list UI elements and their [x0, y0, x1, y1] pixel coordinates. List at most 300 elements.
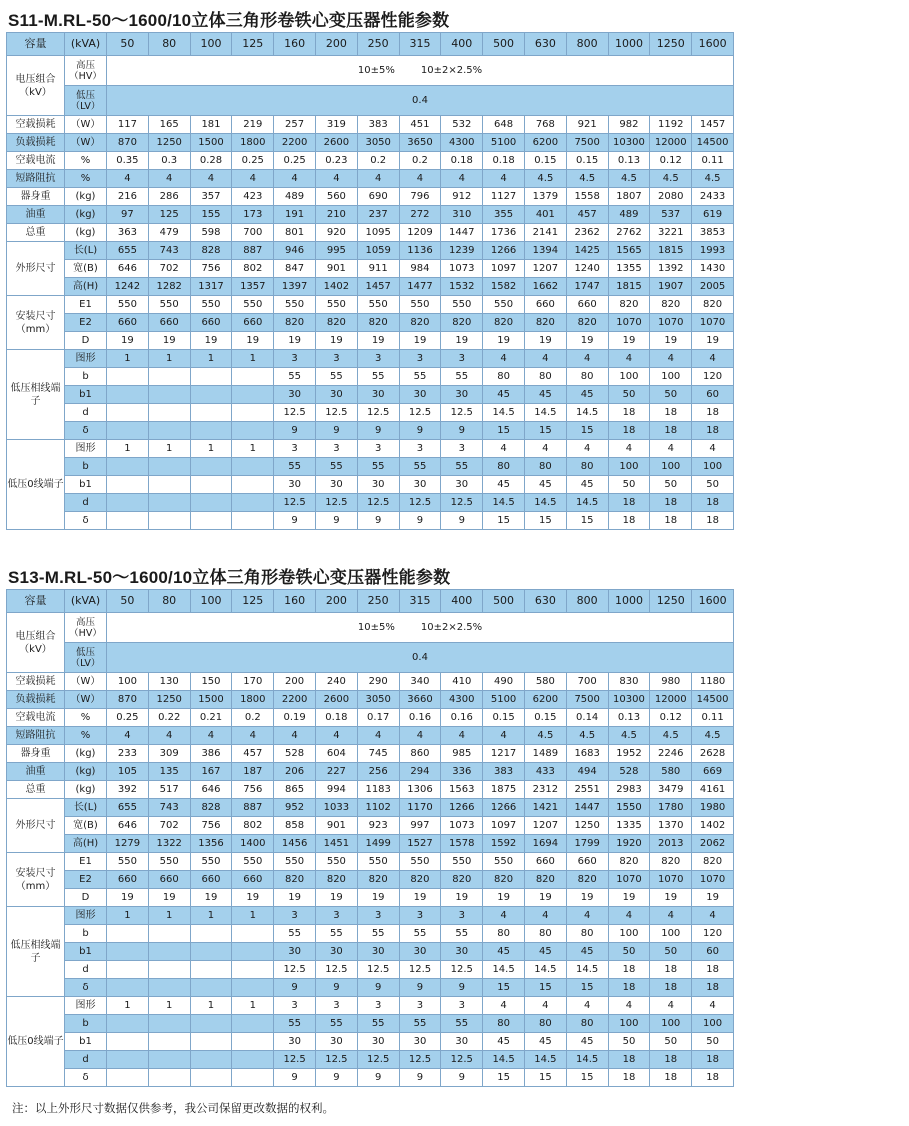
param-value: 4	[315, 727, 357, 745]
dimension-value: 1980	[692, 799, 734, 817]
lv-zero-row	[7, 494, 734, 512]
install-value: 820	[441, 314, 483, 332]
install-value: 550	[399, 853, 441, 871]
install-value: 19	[566, 889, 608, 907]
install-value: 660	[524, 296, 566, 314]
param-value: 0.13	[608, 152, 650, 170]
lv-zero-value: 3	[357, 440, 399, 458]
param-value: 206	[274, 763, 316, 781]
lv-zero-value: 55	[315, 1015, 357, 1033]
param-value: 580	[650, 763, 692, 781]
install-value: 19	[692, 332, 734, 350]
lv-zero-value	[107, 458, 149, 476]
lv-zero-value: 3	[274, 997, 316, 1015]
lv-phase-value: 55	[357, 925, 399, 943]
lv-zero-value: 55	[315, 458, 357, 476]
install-value: 660	[190, 871, 232, 889]
dimension-value: 1532	[441, 278, 483, 296]
header-capacity-value: 315	[399, 590, 441, 613]
install-value: 550	[274, 853, 316, 871]
dimension-value: 828	[190, 242, 232, 260]
lv-phase-value: 18	[650, 422, 692, 440]
param-value: 0.15	[566, 152, 608, 170]
param-value: 340	[399, 673, 441, 691]
param-value: 2983	[608, 781, 650, 799]
lv-phase-value: 30	[274, 386, 316, 404]
voltage-hv-row	[7, 613, 734, 643]
install-value: 550	[441, 853, 483, 871]
lv-phase-row	[7, 368, 734, 386]
param-value: 3050	[357, 691, 399, 709]
lv-phase-value	[148, 925, 190, 943]
dimension-value: 847	[274, 260, 316, 278]
lv-zero-value: 14.5	[566, 1051, 608, 1069]
lv-zero-value: 4	[692, 440, 734, 458]
param-row	[7, 224, 734, 242]
param-value: 690	[357, 188, 399, 206]
param-value: 4	[274, 727, 316, 745]
param-value: 309	[148, 745, 190, 763]
lv-phase-value: 15	[483, 422, 525, 440]
param-value: 0.18	[483, 152, 525, 170]
lv-zero-row	[7, 458, 734, 476]
install-value: 550	[190, 853, 232, 871]
lv-phase-value: 12.5	[399, 961, 441, 979]
lv-zero-value: 18	[650, 1069, 692, 1087]
voltage-lv-label: 低压（LV）	[65, 86, 107, 116]
install-value: 1070	[608, 314, 650, 332]
install-value: 820	[524, 871, 566, 889]
lv-zero-value: 14.5	[483, 494, 525, 512]
lv-zero-value: 4	[608, 440, 650, 458]
lv-phase-row	[7, 350, 734, 368]
voltage-hv-label: 高压（HV）	[65, 613, 107, 643]
lv-phase-value: 100	[650, 925, 692, 943]
lv-zero-value: 9	[315, 1069, 357, 1087]
param-value: 3660	[399, 691, 441, 709]
header-capacity-value: 1250	[650, 33, 692, 56]
param-value: 0.22	[148, 709, 190, 727]
install-value: 550	[357, 296, 399, 314]
lv-phase-value: 12.5	[441, 404, 483, 422]
param-value: 1500	[190, 134, 232, 152]
lv-phase-value: 18	[608, 961, 650, 979]
lv-phase-value	[232, 925, 274, 943]
dimension-value: 2062	[692, 835, 734, 853]
param-value: 181	[190, 116, 232, 134]
dimension-value: 1447	[566, 799, 608, 817]
install-value: 820	[566, 871, 608, 889]
lv-zero-value: 80	[524, 1015, 566, 1033]
lv-phase-value: 18	[650, 404, 692, 422]
lv-zero-value: 4	[566, 997, 608, 1015]
lv-phase-row	[7, 907, 734, 925]
lv-zero-value: 30	[441, 476, 483, 494]
dimension-value: 1799	[566, 835, 608, 853]
param-value: 920	[315, 224, 357, 242]
param-value: 870	[107, 134, 149, 152]
param-value: 4.5	[650, 170, 692, 188]
lv-phase-value: 80	[524, 925, 566, 943]
lv-zero-value: 3	[399, 440, 441, 458]
header-capacity-value: 630	[524, 590, 566, 613]
dimension-value: 1356	[190, 835, 232, 853]
lv-phase-value: 100	[650, 368, 692, 386]
lv-zero-value: 9	[274, 1069, 316, 1087]
dimension-value: 655	[107, 242, 149, 260]
param-unit: （W）	[65, 673, 107, 691]
lv-phase-value: 4	[692, 350, 734, 368]
install-value: 820	[483, 871, 525, 889]
install-value: 19	[315, 332, 357, 350]
header-capacity-value: 50	[107, 590, 149, 613]
lv-phase-value: 9	[274, 979, 316, 997]
lv-phase-value: 30	[399, 943, 441, 961]
lv-phase-value: 30	[274, 943, 316, 961]
lv-phase-value: 4	[608, 907, 650, 925]
param-unit: %	[65, 170, 107, 188]
header-capacity-value: 630	[524, 33, 566, 56]
param-label: 短路阻抗	[7, 170, 65, 188]
install-value: 19	[608, 889, 650, 907]
install-value: 820	[483, 314, 525, 332]
lv-zero-label: 低压0线端子	[7, 440, 65, 530]
param-value: 14500	[692, 134, 734, 152]
lv-zero-value: 12.5	[357, 1051, 399, 1069]
param-value: 1447	[441, 224, 483, 242]
lv-phase-value: 3	[399, 350, 441, 368]
lv-phase-value	[148, 386, 190, 404]
lv-zero-value	[148, 1033, 190, 1051]
dimension-value: 1527	[399, 835, 441, 853]
param-value: 191	[274, 206, 316, 224]
param-value: 451	[399, 116, 441, 134]
dimension-value: 802	[232, 817, 274, 835]
param-value: 994	[315, 781, 357, 799]
lv-phase-value: 3	[315, 350, 357, 368]
param-unit: %	[65, 152, 107, 170]
dimension-value: 1425	[566, 242, 608, 260]
param-label: 空载损耗	[7, 673, 65, 691]
lv-zero-value: 15	[524, 512, 566, 530]
lv-zero-value: 45	[483, 1033, 525, 1051]
param-value: 860	[399, 745, 441, 763]
param-value: 0.35	[107, 152, 149, 170]
install-value: 19	[315, 889, 357, 907]
param-value: 0.3	[148, 152, 190, 170]
lv-phase-value: 3	[441, 907, 483, 925]
param-value: 4	[232, 727, 274, 745]
lv-phase-value: 55	[441, 925, 483, 943]
lv-phase-value	[107, 925, 149, 943]
param-value: 528	[608, 763, 650, 781]
install-row	[7, 871, 734, 889]
lv-zero-value: 80	[566, 458, 608, 476]
lv-phase-value: 18	[692, 422, 734, 440]
lv-zero-value	[232, 1015, 274, 1033]
lv-phase-value: 4	[566, 350, 608, 368]
param-value: 0.11	[692, 709, 734, 727]
dimension-value: 828	[190, 799, 232, 817]
install-value: 660	[566, 853, 608, 871]
lv-zero-sub-label: 图形	[65, 997, 107, 1015]
param-value: 796	[399, 188, 441, 206]
lv-phase-value: 14.5	[483, 961, 525, 979]
param-value: 1183	[357, 781, 399, 799]
param-value: 0.2	[357, 152, 399, 170]
lv-zero-value: 45	[566, 476, 608, 494]
lv-phase-value: 15	[524, 979, 566, 997]
install-value: 19	[608, 332, 650, 350]
param-value: 479	[148, 224, 190, 242]
dimension-value: 1266	[483, 799, 525, 817]
lv-zero-value: 18	[650, 512, 692, 530]
lv-zero-value: 55	[441, 458, 483, 476]
lv-zero-value: 9	[441, 512, 483, 530]
dimension-value: 858	[274, 817, 316, 835]
install-sub-label: E1	[65, 296, 107, 314]
param-value: 386	[190, 745, 232, 763]
param-value: 0.12	[650, 709, 692, 727]
lv-zero-row	[7, 1033, 734, 1051]
lv-phase-value: 1	[232, 350, 274, 368]
param-value: 4.5	[650, 727, 692, 745]
param-row	[7, 170, 734, 188]
lv-phase-value: 9	[399, 979, 441, 997]
param-value: 383	[483, 763, 525, 781]
param-value: 319	[315, 116, 357, 134]
param-value: 4	[107, 727, 149, 745]
param-value: 0.16	[441, 709, 483, 727]
lv-phase-sub-label: d	[65, 961, 107, 979]
lv-phase-value: 3	[274, 907, 316, 925]
param-value: 669	[692, 763, 734, 781]
lv-zero-sub-label: b	[65, 1015, 107, 1033]
header-capacity-value: 80	[148, 33, 190, 56]
param-value: 4.5	[608, 727, 650, 745]
lv-zero-value	[148, 1069, 190, 1087]
install-value: 1070	[692, 871, 734, 889]
lv-zero-value: 55	[274, 1015, 316, 1033]
param-value: 4161	[692, 781, 734, 799]
lv-zero-value: 4	[692, 997, 734, 1015]
voltage-lv-value: 0.4	[107, 86, 734, 116]
param-value: 12000	[650, 134, 692, 152]
lv-zero-value	[232, 458, 274, 476]
dimension-value: 802	[232, 260, 274, 278]
dimension-value: 743	[148, 242, 190, 260]
lv-phase-value	[190, 368, 232, 386]
dimension-value: 1456	[274, 835, 316, 853]
dimension-row	[7, 835, 734, 853]
lv-zero-row	[7, 1015, 734, 1033]
lv-zero-value: 55	[357, 1015, 399, 1033]
install-sub-label: D	[65, 332, 107, 350]
param-value: 1558	[566, 188, 608, 206]
param-value: 1952	[608, 745, 650, 763]
dimension-value: 1097	[483, 817, 525, 835]
lv-zero-value	[148, 512, 190, 530]
header-capacity-value: 1000	[608, 590, 650, 613]
header-capacity-value: 200	[315, 33, 357, 56]
param-value: 1500	[190, 691, 232, 709]
lv-zero-value: 3	[441, 997, 483, 1015]
install-value: 19	[524, 889, 566, 907]
lv-phase-row	[7, 943, 734, 961]
lv-zero-value: 3	[441, 440, 483, 458]
header-capacity-label: 容量	[7, 590, 65, 613]
param-value: 423	[232, 188, 274, 206]
lv-phase-value: 12.5	[399, 404, 441, 422]
lv-phase-value: 4	[692, 907, 734, 925]
lv-zero-value: 4	[483, 440, 525, 458]
param-value: 4300	[441, 134, 483, 152]
lv-zero-value	[190, 1015, 232, 1033]
dimension-value: 1402	[315, 278, 357, 296]
param-value: 294	[399, 763, 441, 781]
lv-phase-value: 9	[399, 422, 441, 440]
header-capacity-value: 200	[315, 590, 357, 613]
param-value: 1800	[232, 134, 274, 152]
param-value: 2628	[692, 745, 734, 763]
dimension-value: 1662	[524, 278, 566, 296]
lv-phase-value	[148, 961, 190, 979]
lv-phase-value: 4	[483, 907, 525, 925]
lv-phase-value: 55	[274, 368, 316, 386]
lv-phase-value	[148, 979, 190, 997]
install-value: 19	[274, 889, 316, 907]
param-row	[7, 188, 734, 206]
param-value: 4.5	[524, 727, 566, 745]
lv-zero-value: 15	[483, 1069, 525, 1087]
dimension-value: 655	[107, 799, 149, 817]
header-capacity-value: 800	[566, 590, 608, 613]
param-label: 总重	[7, 781, 65, 799]
dimension-row	[7, 260, 734, 278]
dimension-value: 997	[399, 817, 441, 835]
header-capacity-value: 160	[274, 33, 316, 56]
dimension-row	[7, 799, 734, 817]
param-value: 355	[483, 206, 525, 224]
param-value: 0.17	[357, 709, 399, 727]
param-value: 980	[650, 673, 692, 691]
install-value: 660	[107, 314, 149, 332]
lv-zero-value: 30	[315, 476, 357, 494]
lv-zero-value: 30	[357, 1033, 399, 1051]
lv-phase-value	[232, 386, 274, 404]
install-value: 660	[148, 314, 190, 332]
install-value: 550	[148, 853, 190, 871]
dimension-value: 1357	[232, 278, 274, 296]
lv-zero-value: 55	[399, 458, 441, 476]
param-value: 4	[357, 170, 399, 188]
param-value: 130	[148, 673, 190, 691]
lv-zero-value	[190, 458, 232, 476]
param-value: 985	[441, 745, 483, 763]
lv-phase-sub-label: 图形	[65, 350, 107, 368]
install-value: 19	[357, 332, 399, 350]
lv-zero-value	[107, 512, 149, 530]
param-value: 4	[441, 727, 483, 745]
header-capacity-unit: (kVA)	[65, 33, 107, 56]
voltage-lv-value: 0.4	[107, 643, 734, 673]
param-value: 2312	[524, 781, 566, 799]
lv-zero-value: 9	[315, 512, 357, 530]
header-capacity-value: 50	[107, 33, 149, 56]
param-unit: (kg)	[65, 745, 107, 763]
install-value: 820	[441, 871, 483, 889]
lv-zero-value: 45	[483, 476, 525, 494]
lv-phase-sub-label: 图形	[65, 907, 107, 925]
lv-zero-value: 15	[566, 1069, 608, 1087]
param-row	[7, 134, 734, 152]
install-value: 1070	[650, 314, 692, 332]
lv-phase-value: 18	[692, 404, 734, 422]
lv-phase-row	[7, 979, 734, 997]
lv-zero-value: 30	[274, 476, 316, 494]
lv-phase-value: 1	[107, 907, 149, 925]
lv-zero-value: 12.5	[441, 1051, 483, 1069]
install-value: 820	[357, 314, 399, 332]
header-capacity-value: 250	[357, 590, 399, 613]
param-label: 负载损耗	[7, 134, 65, 152]
lv-phase-value	[190, 925, 232, 943]
lv-phase-value	[232, 943, 274, 961]
dimension-value: 702	[148, 817, 190, 835]
param-value: 216	[107, 188, 149, 206]
spec-table-s11	[6, 32, 734, 530]
install-value: 820	[650, 853, 692, 871]
header-capacity-value: 1000	[608, 33, 650, 56]
lv-zero-value: 18	[692, 494, 734, 512]
lv-phase-value: 3	[357, 350, 399, 368]
lv-phase-value: 4	[650, 907, 692, 925]
lv-phase-value: 9	[441, 979, 483, 997]
param-value: 167	[190, 763, 232, 781]
param-value: 4.5	[566, 170, 608, 188]
lv-zero-sub-label: d	[65, 494, 107, 512]
lv-phase-value: 80	[566, 368, 608, 386]
lv-zero-value	[148, 1051, 190, 1069]
param-label: 短路阻抗	[7, 727, 65, 745]
param-row	[7, 116, 734, 134]
param-value: 4	[190, 170, 232, 188]
param-row	[7, 709, 734, 727]
param-value: 286	[148, 188, 190, 206]
install-value: 19	[441, 332, 483, 350]
param-value: 3479	[650, 781, 692, 799]
install-value: 19	[524, 332, 566, 350]
dimension-value: 1059	[357, 242, 399, 260]
install-value: 19	[399, 332, 441, 350]
install-value: 660	[107, 871, 149, 889]
param-row	[7, 763, 734, 781]
lv-zero-value	[148, 1015, 190, 1033]
param-value: 6200	[524, 134, 566, 152]
param-value: 4	[107, 170, 149, 188]
lv-zero-value: 100	[650, 458, 692, 476]
header-capacity-value: 250	[357, 33, 399, 56]
install-value: 660	[148, 871, 190, 889]
lv-zero-value: 9	[399, 512, 441, 530]
param-value: 4	[315, 170, 357, 188]
param-value: 1180	[692, 673, 734, 691]
dimension-sub-label: 高(H)	[65, 835, 107, 853]
lv-phase-value: 80	[483, 368, 525, 386]
lv-zero-value: 100	[608, 1015, 650, 1033]
lv-phase-value	[232, 422, 274, 440]
param-value: 494	[566, 763, 608, 781]
